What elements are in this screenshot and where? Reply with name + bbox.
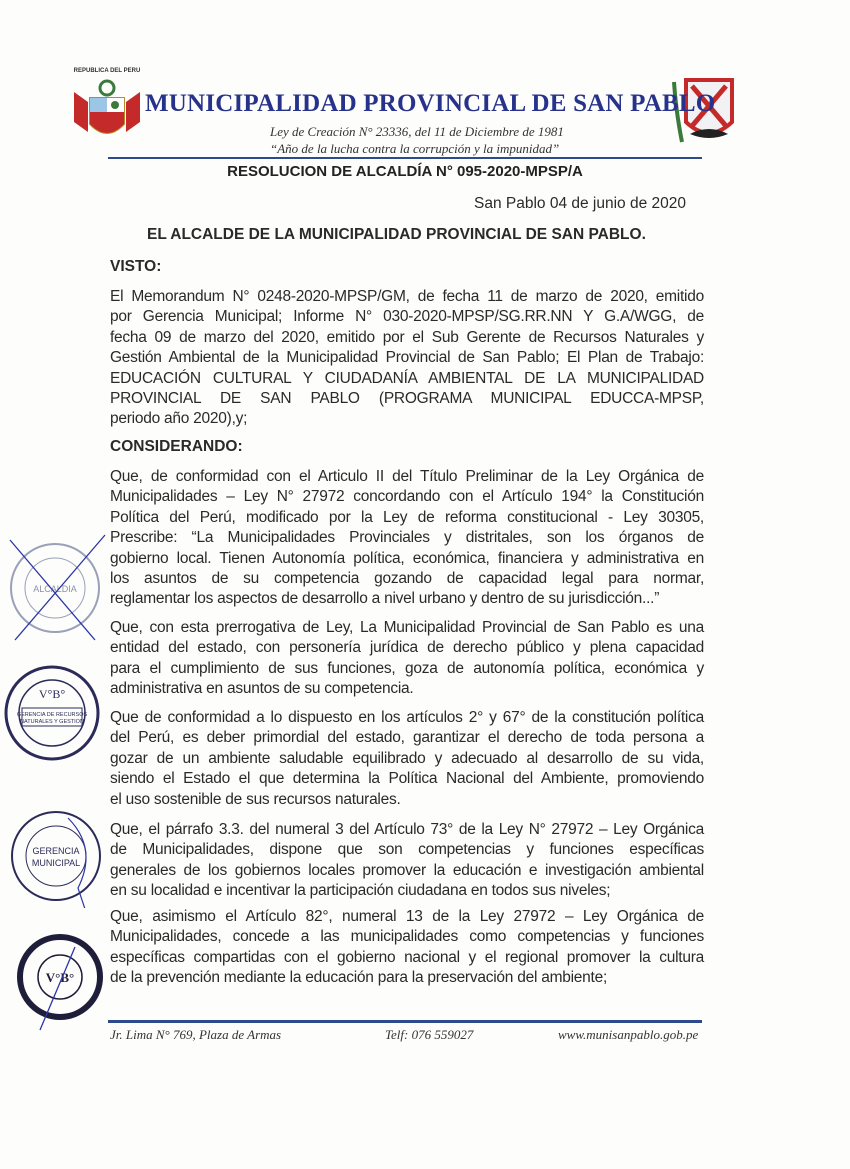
visto-paragraph [110,287,704,430]
text-line: EDUCACIÓN CULTURAL Y CIUDADANÍA AMBIENTAL DE LA MUNICIPALIDAD [110,369,704,387]
text-line: Gestión Ambiental de la Municipalidad Provincial de San Pablo; El Plan de Trabajo: [110,349,704,367]
municipality-title: MUNICIPALIDAD PROVINCIAL DE SAN PABLO [145,90,716,117]
text-line: Que, el párrafo 3.3. del numeral 3 del Artículo 73° de la Ley N° 27972 – Ley Orgánica [110,821,704,838]
gerencia-municipal-stamp [8,808,108,908]
text-line: administrativa en asuntos de su competencia. [110,680,414,698]
text-line: periodo año 2020),y; [110,410,248,428]
considerando-paragraph [110,907,704,989]
svg-text:GERENCIA DE RECURSOS: GERENCIA DE RECURSOS [16,712,88,718]
year-motto: “Año de la lucha contra la corrupción y la impunidad” [270,141,560,156]
svg-text:MUNICIPAL: MUNICIPAL [31,858,81,868]
svg-text:GERENCIA: GERENCIA [32,846,80,856]
text-line: de la prevención mediante la educación para la preservación del ambiente; [110,969,608,987]
text-line: en su localidad e incentivar la participación ciudadana en todos sus niveles; [110,882,611,900]
svg-text:REPUBLICA DEL PERU: REPUBLICA DEL PERU [73,68,141,74]
considerando-paragraph [110,618,704,700]
considerando-paragraph [110,708,704,810]
visto-heading: VISTO: [110,258,162,275]
svg-text:ALCALDIA: ALCALDIA [33,584,77,594]
text-line: del Perú, es deber primordial del estado, garantizar el derecho de toda persona a [110,729,704,747]
text-line: el uso sostenible de sus recursos naturales. [110,790,401,808]
alcaldia-stamp [0,530,110,650]
svg-text:V°B°: V°B° [45,970,75,985]
text-line: fecha 09 de marzo del 2020, emitido por el Sub Gerente de Recursos Naturales y [110,328,704,346]
svg-text:V°B°: V°B° [38,687,66,701]
text-line: generales de los gobiernos locales promover la educación e investigación ambiental [110,861,704,879]
svg-text:NATURALES Y GESTION: NATURALES Y GESTION [20,719,84,725]
creation-law: Ley de Creación N° 23336, del 11 de Diciembre de 1981 [270,124,564,139]
text-line: El Memorandum N° 0248-2020-MPSP/GM, de fecha 11 de marzo de 2020, emitido [110,288,704,305]
text-line: siendo el Estado el que determina la Política Nacional del Ambiente, promoviendo [110,770,704,788]
text-line: Municipalidades – Ley N° 27972 concordando con el Artículo 194° la Constitución [110,488,704,506]
footer-address: Jr. Lima N° 769, Plaza de Armas [110,1027,282,1042]
text-line: Que, de conformidad con el Articulo II del Título Preliminar de la Ley Orgánica de [110,468,704,485]
text-line: gozar de un ambiente saludable equilibrado y adecuado al desarrollo de su vida, [110,749,704,767]
footer-website: www.munisanpablo.gob.pe [558,1027,699,1042]
resolution-title: RESOLUCION DE ALCALDÍA N° 095-2020-MPSP/A [227,163,583,180]
peru-coat-of-arms-logo [68,62,146,152]
text-line: para el cumplimiento de sus funciones, goza de autonomía política, económica y [110,659,704,677]
text-line: Que de conformidad a lo dispuesto en los artículos 2° y 67° de la constitución política [110,709,704,726]
text-line: Prescribe: “La Municipalidades Provinciales y distritales, son los órganos de [110,529,704,547]
text-line: Política del Perú, modificado por la Ley de reforma constitucional - Ley 30305, [110,508,704,526]
text-line: Municipalidades, concede a las municipalidades como competencias y funciones [110,928,704,946]
gerencia-recursos-naturales-stamp [2,658,107,768]
text-line: Que, con esta prerrogativa de Ley, La Municipalidad Provincial de San Pablo es una [110,619,704,636]
text-line: por Gerencia Municipal; Informe N° 030-2020-MPSP/SG.RR.NN Y G.A/WGG, de [110,308,704,326]
text-line: específicas compartidas con el gobierno nacional y el regional promover la cultura [110,948,704,966]
text-line: los asuntos de su competencia gozando de capacidad legal para normar, [110,569,704,587]
visto-bueno-stamp [15,932,110,1032]
text-line: entidad del estado, con personería jurídica de derecho público y plena capacidad [110,639,704,657]
footer-phone: Telf: 076 559027 [385,1027,474,1042]
text-line: reglamentar los aspectos de desarrollo a nivel urbano y dentro de su jurisdicción...” [110,590,660,608]
considerando-paragraph [110,467,704,610]
text-line: de Municipalidades, dispone que son competencias y funciones específicas [110,841,704,859]
considerando-paragraph [110,820,704,902]
header-divider [108,157,702,159]
text-line: PROVINCIAL DE SAN PABLO (PROGRAMA MUNICIPAL EDUCCA-MPSP, [110,389,704,407]
text-line: gobierno local. Tienen Autonomía política, económica, financiera y administrativa en [110,549,704,567]
document-date: San Pablo 04 de junio de 2020 [473,195,686,212]
text-line: Que, asimismo el Artículo 82°, numeral 13 de la Ley 27972 – Ley Orgánica de [110,908,704,925]
authority-heading: EL ALCALDE DE LA MUNICIPALIDAD PROVINCIAL DE SAN PABLO. [147,226,646,243]
considerando-heading: CONSIDERANDO: [110,438,243,455]
footer-divider [108,1020,702,1023]
